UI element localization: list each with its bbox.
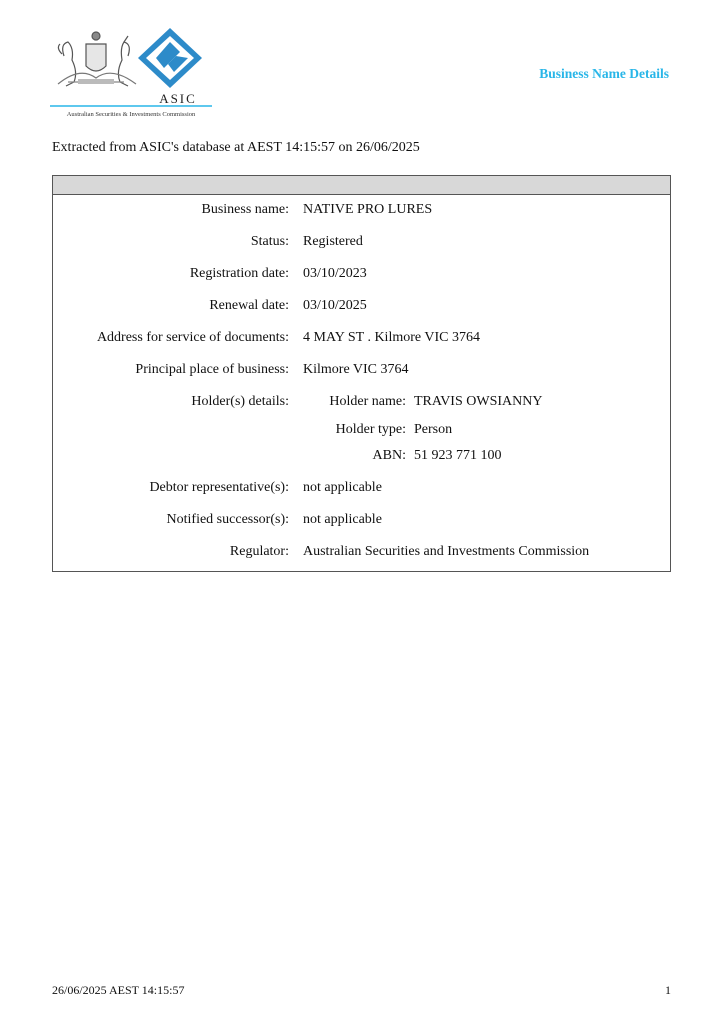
registration-date-value: 03/10/2023 xyxy=(303,266,367,281)
business-name-label: Business name: xyxy=(201,202,289,217)
principal-place-label: Principal place of business: xyxy=(135,362,289,377)
asic-logo-subtitle: Australian Securities & Investments Commission xyxy=(66,111,196,118)
footer-timestamp: 26/06/2025 AEST 14:15:57 xyxy=(52,983,185,997)
panel-header-bar xyxy=(53,176,670,195)
holder-name-label: Holder name: xyxy=(329,394,406,409)
successor-value: not applicable xyxy=(303,512,382,527)
extraction-notice: Extracted from ASIC's database at AEST 14:15:57 on 26/06/2025 xyxy=(52,140,420,155)
holder-type-label: Holder type: xyxy=(335,422,406,437)
successor-label: Notified successor(s): xyxy=(166,512,289,527)
status-value: Registered xyxy=(303,234,363,249)
holder-abn-value: 51 923 771 100 xyxy=(414,448,502,463)
holder-type-value: Person xyxy=(414,422,453,437)
asic-diamond-icon xyxy=(138,28,202,88)
asic-logo xyxy=(50,26,212,122)
regulator-value: Australian Securities and Investments Commission xyxy=(303,544,590,559)
service-address-value: 4 MAY ST . Kilmore VIC 3764 xyxy=(303,330,480,345)
debtor-label: Debtor representative(s): xyxy=(149,480,289,495)
coat-of-arms-icon xyxy=(58,32,136,86)
business-name-details-panel xyxy=(52,175,671,572)
motto-scroll xyxy=(78,79,114,84)
business-name-value: NATIVE PRO LURES xyxy=(303,202,433,217)
asic-logo-text: ASIC xyxy=(159,91,197,106)
holder-name-value: TRAVIS OWSIANNY xyxy=(414,394,543,409)
registration-date-label: Registration date: xyxy=(189,266,289,281)
renewal-date-label: Renewal date: xyxy=(209,298,289,313)
principal-place-value: Kilmore VIC 3764 xyxy=(303,362,409,377)
page-number: 1 xyxy=(665,983,671,997)
status-label: Status: xyxy=(250,234,289,249)
regulator-label: Regulator: xyxy=(229,544,289,559)
holders-label: Holder(s) details: xyxy=(191,394,289,409)
service-address-label: Address for service of documents: xyxy=(96,330,289,345)
renewal-date-value: 03/10/2025 xyxy=(303,298,367,313)
coat-of-arms-and-asic-emblem xyxy=(50,26,212,122)
debtor-value: not applicable xyxy=(303,480,382,495)
holder-abn-label: ABN: xyxy=(372,448,406,463)
document-title: Business Name Details xyxy=(539,66,669,81)
